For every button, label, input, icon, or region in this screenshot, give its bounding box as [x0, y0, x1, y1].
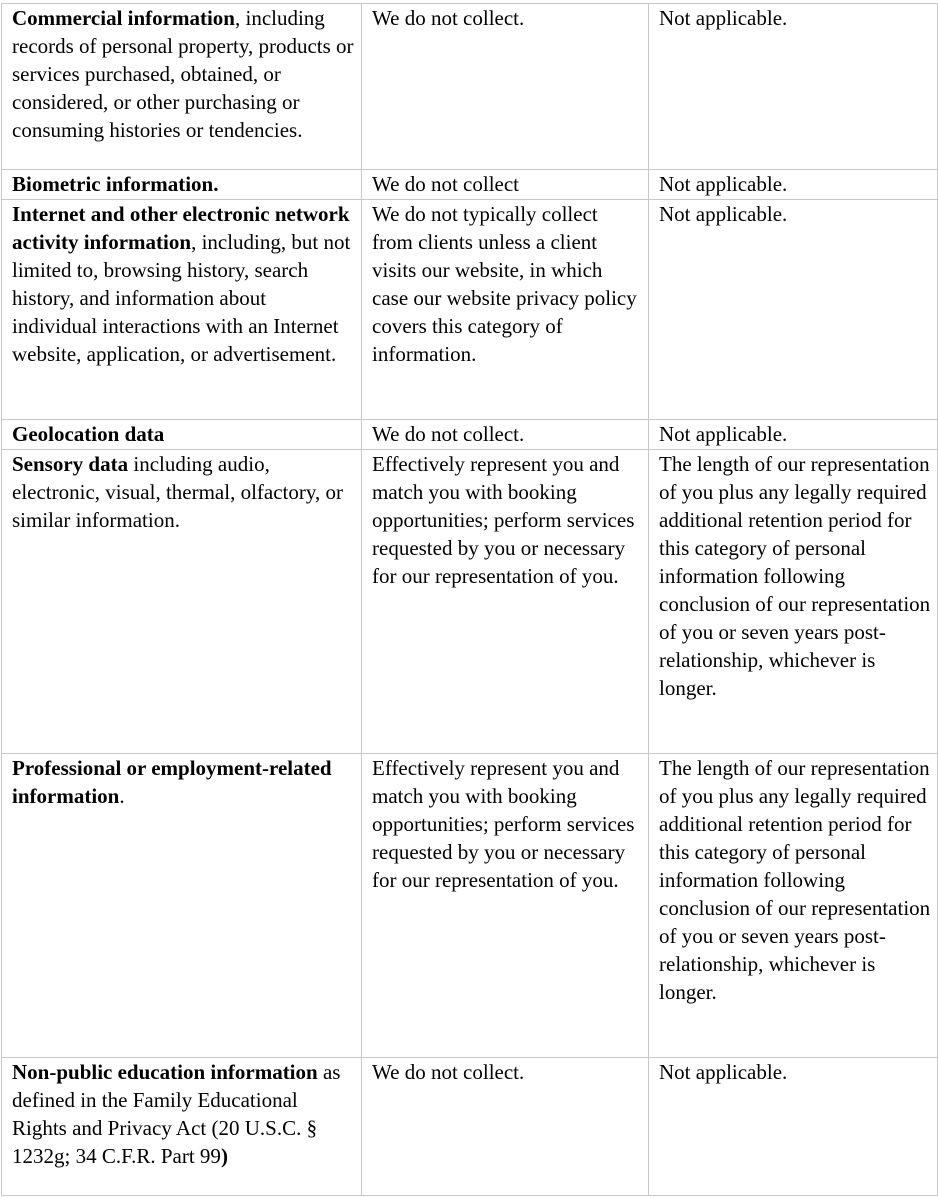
category-description: including audio, electronic, visual, thermal, olfactory, or similar information. — [12, 452, 344, 532]
privacy-categories-table — [1, 3, 938, 1196]
table-row — [2, 450, 938, 754]
use-cell: We do not collect. — [362, 4, 649, 170]
category-heading: Internet and other electronic network activity information — [12, 202, 350, 254]
retention-cell: The length of our representation of you plus any legally required additional retention period for this category of personal information following conclusion of our representation of you or seven years post-relationship, whichever is longer. — [649, 754, 938, 1058]
category-heading: Sensory data — [12, 452, 129, 476]
table-row — [2, 4, 938, 170]
use-cell: Effectively represent you and match you with booking opportunities; perform services requested by you or necessary for our representation of you. — [362, 450, 649, 754]
category-cell — [2, 420, 362, 450]
category-heading: Geolocation data — [12, 422, 165, 446]
use-cell: We do not collect — [362, 170, 649, 200]
category-cell — [2, 1058, 362, 1196]
table-row — [2, 200, 938, 420]
category-description: . — [119, 784, 125, 808]
category-description: , including, but not limited to, browsing history, search history, and information about individual interactions with an Internet website, application, or advertisement. — [12, 230, 351, 366]
category-cell — [2, 450, 362, 754]
use-cell: We do not collect. — [362, 1058, 649, 1196]
category-description: as defined in the Family Educational Rights and Privacy Act (20 U.S.C. § 1232g; 34 C.F.R. Part 99 — [12, 1060, 341, 1168]
retention-cell: Not applicable. — [649, 200, 938, 420]
category-closing-paren: ) — [220, 1144, 228, 1168]
category-description: , including records of personal property, products or services purchased, obtained, or considered, or other purchasing or consuming histories or tendencies. — [12, 6, 354, 142]
table-row — [2, 420, 938, 450]
retention-cell: The length of our representation of you plus any legally required additional retention period for this category of personal information following conclusion of our representation of you or seven years post-relationship, whichever is longer. — [649, 450, 938, 754]
retention-cell: Not applicable. — [649, 1058, 938, 1196]
category-heading: Commercial information — [12, 6, 235, 30]
retention-cell: Not applicable. — [649, 4, 938, 170]
category-heading: Professional or employment-related information — [12, 756, 332, 808]
retention-cell: Not applicable. — [649, 170, 938, 200]
category-cell — [2, 754, 362, 1058]
use-cell: Effectively represent you and match you with booking opportunities; perform services requested by you or necessary for our representation of you. — [362, 754, 649, 1058]
category-heading: Non-public education information — [12, 1060, 318, 1084]
table-row — [2, 170, 938, 200]
retention-cell: Not applicable. — [649, 420, 938, 450]
category-heading: Biometric information. — [12, 172, 219, 196]
table-row — [2, 754, 938, 1058]
use-cell: We do not typically collect from clients unless a client visits our website, in which case our website privacy policy covers this category of information. — [362, 200, 649, 420]
category-cell — [2, 4, 362, 170]
table-row — [2, 1058, 938, 1196]
category-cell — [2, 170, 362, 200]
category-cell — [2, 200, 362, 420]
use-cell: We do not collect. — [362, 420, 649, 450]
